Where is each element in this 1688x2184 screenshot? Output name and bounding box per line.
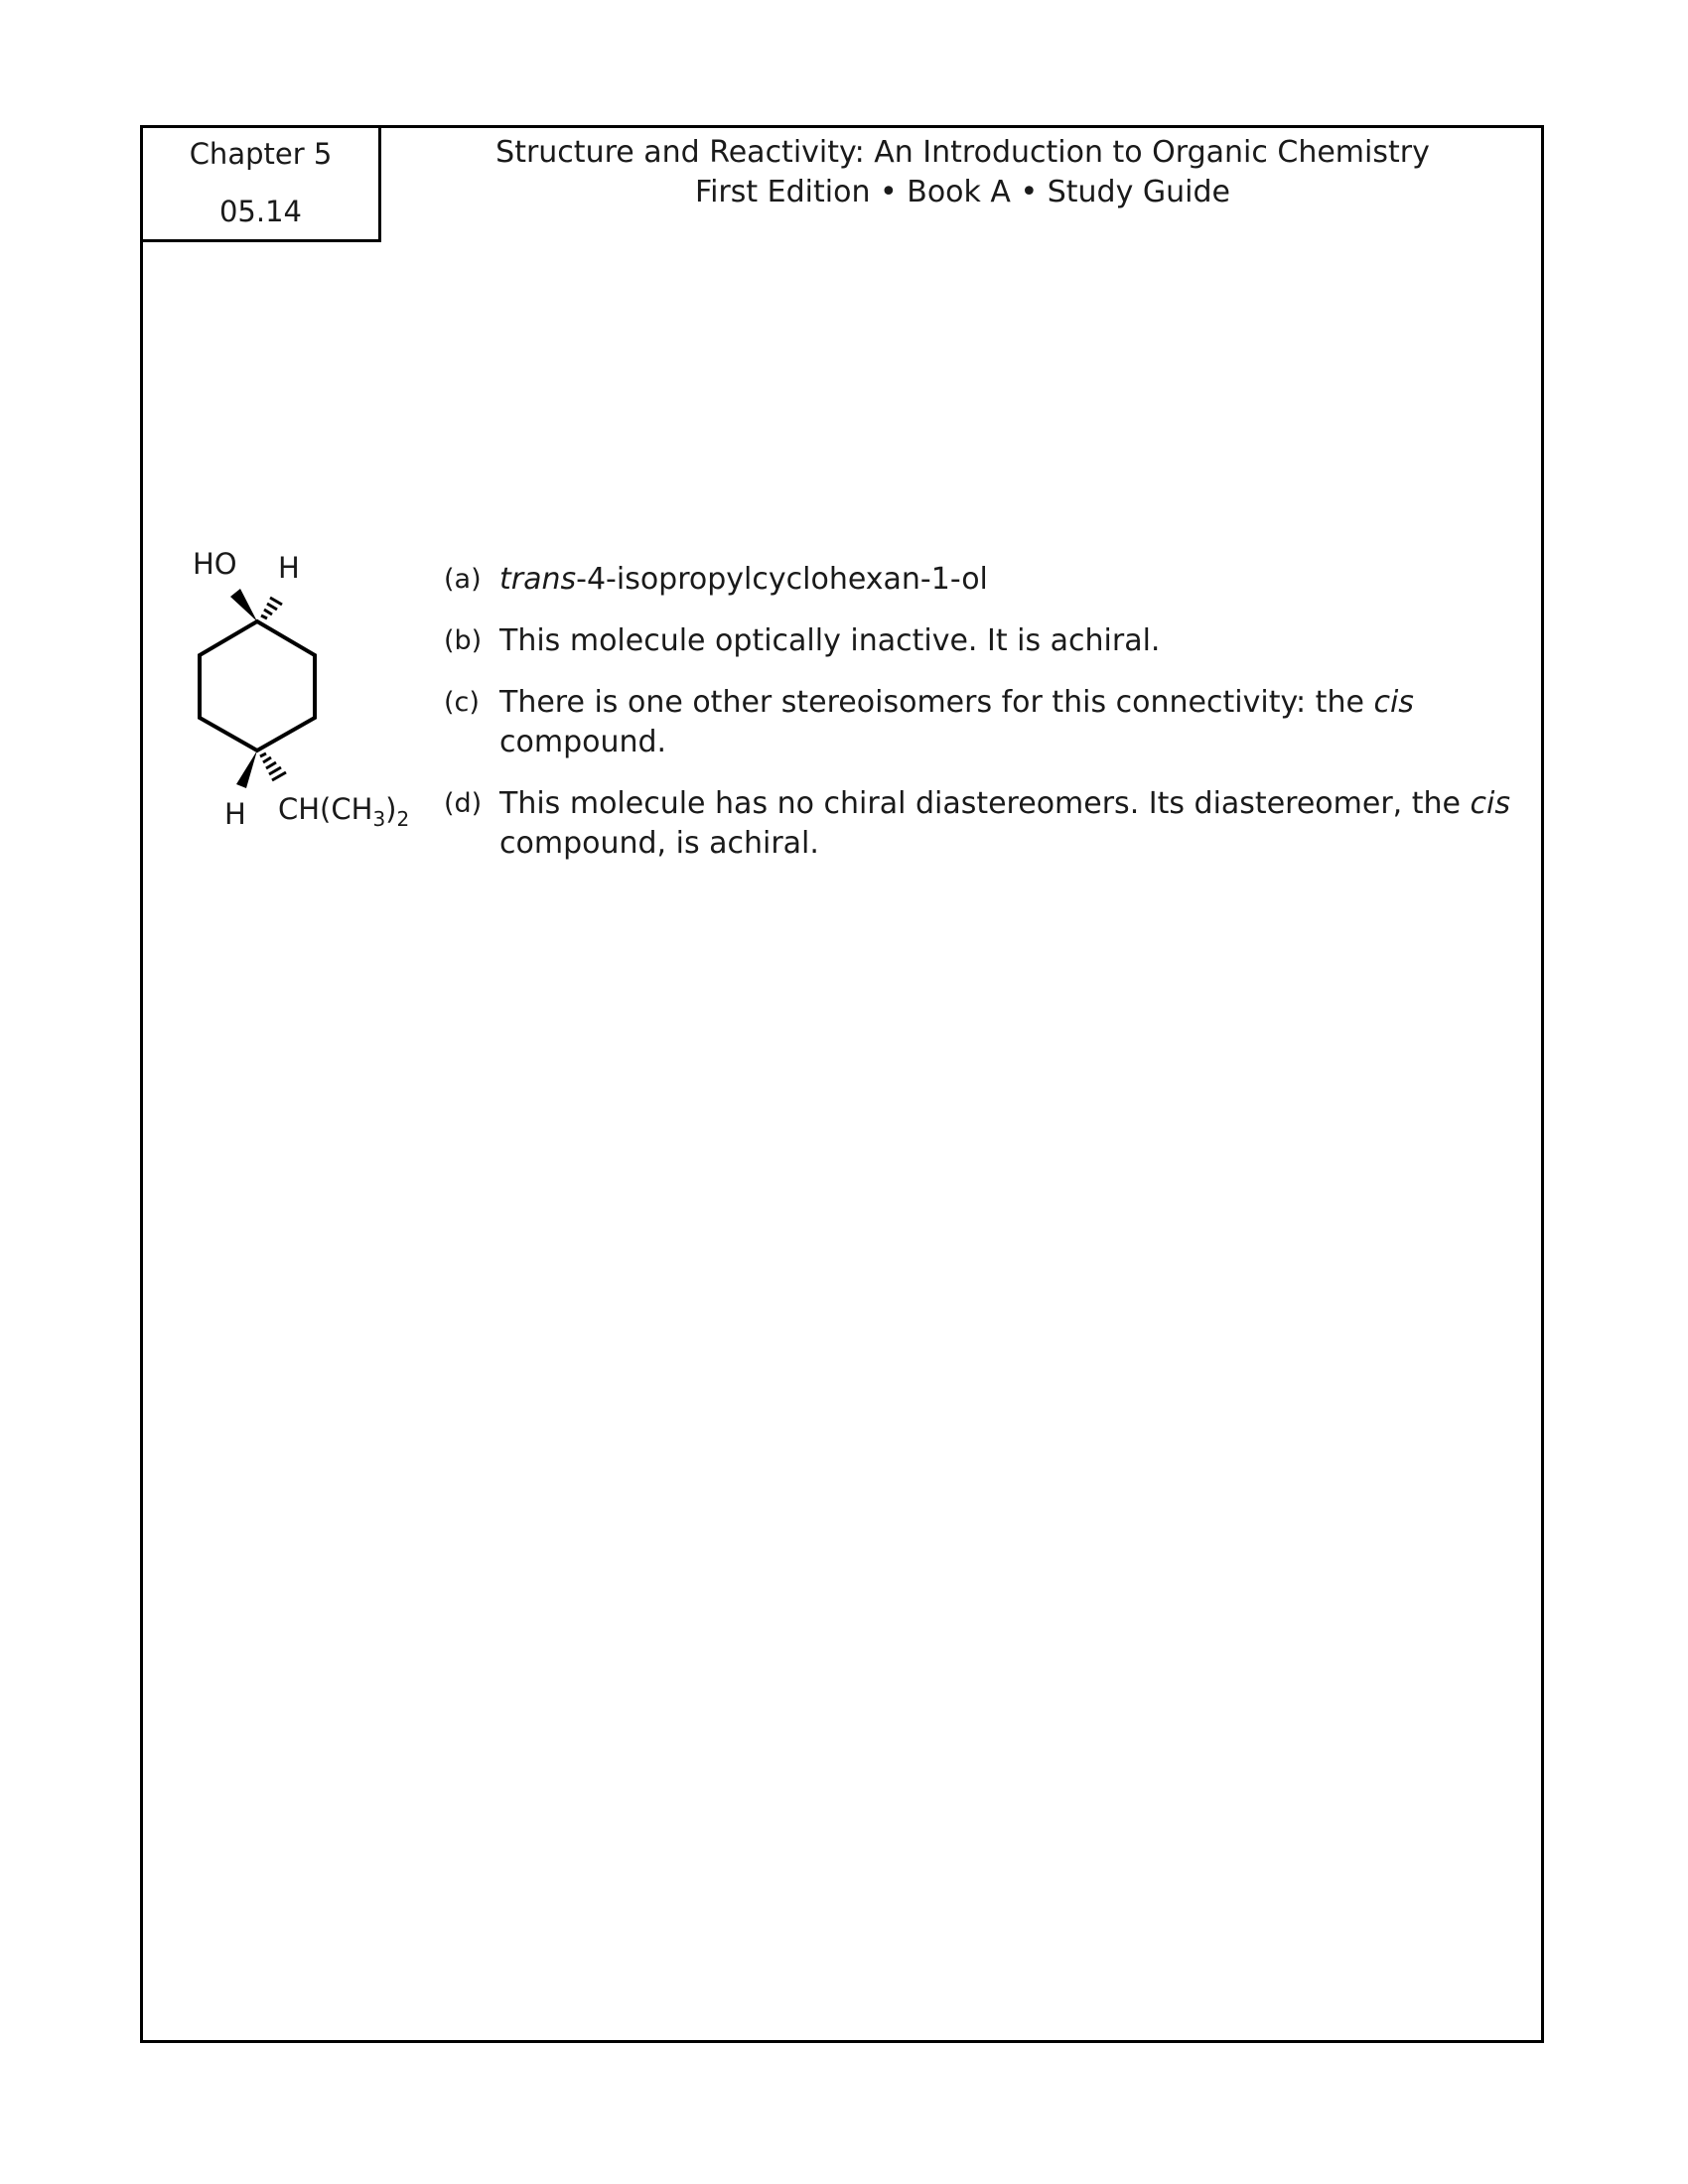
answer-letter: (b) xyxy=(444,625,483,656)
book-title: Structure and Reactivity: An Introduction to Organic Chemistry xyxy=(495,135,1430,170)
answer-c xyxy=(444,683,1536,762)
hash-bond-bottom xyxy=(260,753,286,780)
chapter-box xyxy=(140,125,381,242)
page-frame xyxy=(140,125,1544,2043)
answer-text: compound. xyxy=(499,725,667,759)
chapter-label: Chapter 5 xyxy=(189,137,333,171)
answer-text: This molecule optically inactive. It is achiral. xyxy=(499,623,1161,658)
answer-b xyxy=(444,621,1536,661)
edition-line: First Edition • Book A • Study Guide xyxy=(695,175,1230,209)
isopropyl-label: $CH(CH_3)_2$ xyxy=(278,792,410,831)
answer-letter: (c) xyxy=(444,687,480,718)
answer-text: There is one other stereoisomers for this connectivity: the xyxy=(499,685,1374,720)
compound-name: -4-isopropylcyclohexan-1-ol xyxy=(576,562,988,597)
stereo-prefix: trans xyxy=(499,562,577,597)
answer-text: compound, is achiral. xyxy=(499,826,819,861)
h-top-label: H xyxy=(278,551,300,585)
answer-d xyxy=(444,784,1536,864)
hash-bond-top xyxy=(261,598,282,618)
wedge-bond-bottom xyxy=(236,751,257,788)
problem-number: 05.14 xyxy=(218,195,303,228)
ho-label: HO xyxy=(193,547,237,581)
italic-term: cis xyxy=(1373,685,1414,720)
cyclohexane-ring xyxy=(200,621,315,751)
wedge-bond-top xyxy=(230,589,257,621)
answer-a xyxy=(444,560,1536,600)
h-bottom-label: H xyxy=(224,797,246,831)
molecule-structure xyxy=(179,536,437,844)
answer-text: This molecule has no chiral diastereomers. Its diastereomer, the xyxy=(499,786,1471,821)
answer-list xyxy=(444,560,1536,864)
answer-letter: (a) xyxy=(444,564,482,595)
answer-letter: (d) xyxy=(444,788,483,819)
italic-term: cis xyxy=(1470,786,1510,821)
